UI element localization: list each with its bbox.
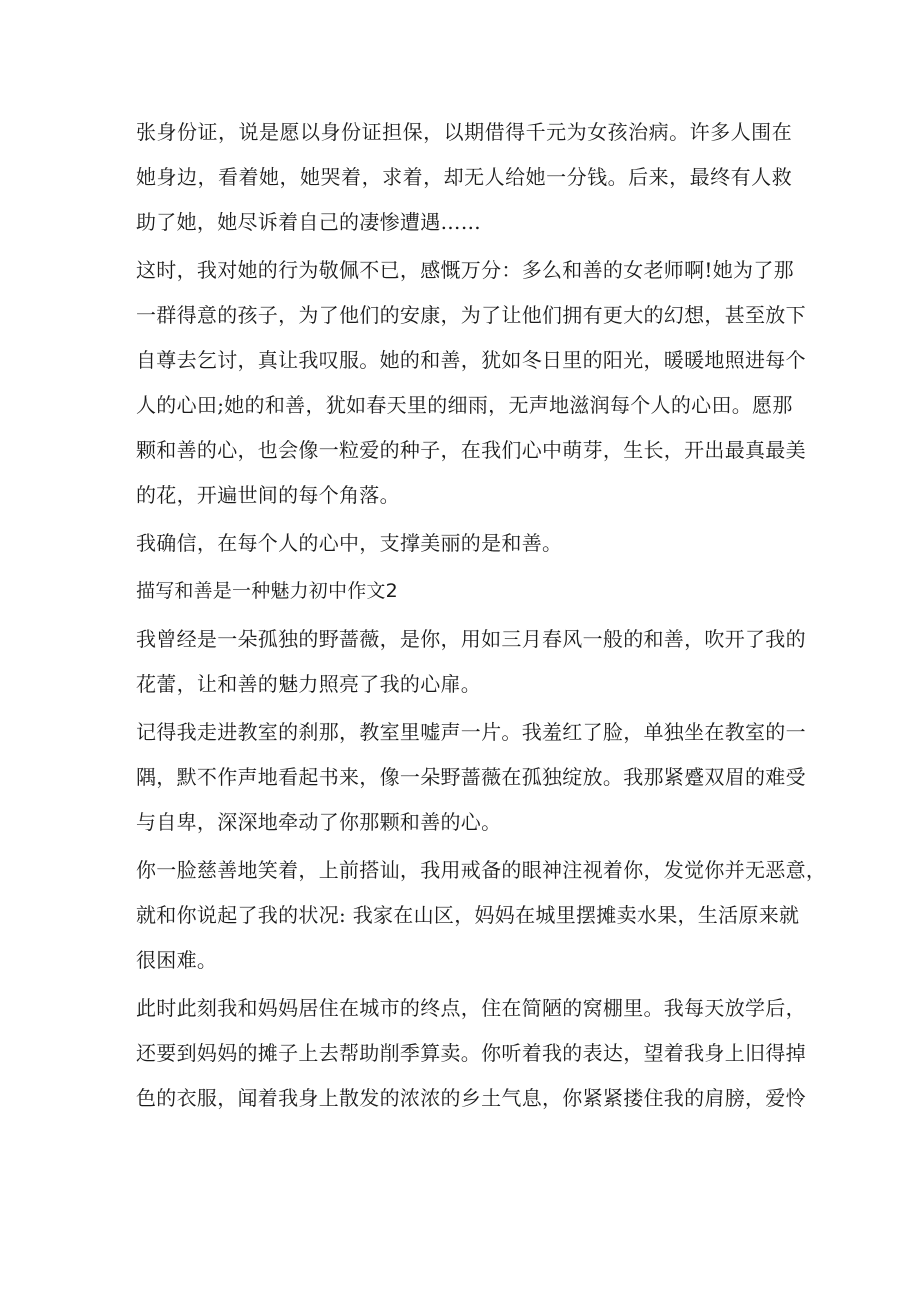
text-line: 你一脸慈善地笑着，上前搭讪，我用戒备的眼神注视着你，发觉你并无恶意， xyxy=(136,858,827,882)
text-line: 记得我走进教室的刹那，教室里嘘声一片。我羞红了脸，单独坐在教室的一 xyxy=(136,720,806,744)
text-line: 此时此刻我和妈妈居住在城市的终点，住在简陋的窝棚里。我每天放学后， xyxy=(136,996,806,1020)
text-line: 的花，开遍世间的每个角落。 xyxy=(136,483,400,507)
text-line: 就和你说起了我的状况: 我家在山区，妈妈在城里摆摊卖水果，生活原来就 xyxy=(136,903,800,927)
text-line: 自尊去乞讨，真让我叹服。她的和善，犹如冬日里的阳光，暖暖地照进每个 xyxy=(136,348,806,372)
text-line: 色的衣服，闻着我身上散发的浓浓的乡土气息，你紧紧搂住我的肩膀，爱怜 xyxy=(136,1086,806,1110)
text-line: 我确信，在每个人的心中，支撑美丽的是和善。 xyxy=(136,531,563,555)
paragraph xyxy=(136,848,827,983)
text-line: 很困难。 xyxy=(136,948,218,972)
text-line: 还要到妈妈的摊子上去帮助削季算卖。你听着我的表达，望着我身上旧得掉 xyxy=(136,1041,806,1065)
text-line: 这时，我对她的行为敬佩不已，感慨万分：多么和善的女老师啊!她为了那 xyxy=(136,258,794,282)
text-line: 张身份证，说是愿以身份证担保，以期借得千元为女孩治病。许多人围在 xyxy=(136,120,792,144)
paragraph xyxy=(136,710,806,845)
text-line: 隅，默不作声地看起书来，像一朵野蔷薇在孤独绽放。我那紧蹙双眉的难受 xyxy=(136,765,806,789)
text-line: 她身边，看着她，她哭着，求着，却无人给她一分钱。后来，最终有人救 xyxy=(136,165,792,189)
text-line: 助了她，她尽诉着自己的凄惨遭遇…… xyxy=(136,210,482,234)
text-line: 人的心田;她的和善，犹如春天里的细雨，无声地滋润每个人的心田。愿那 xyxy=(136,393,793,417)
paragraph xyxy=(136,248,806,518)
paragraph xyxy=(136,617,806,707)
paragraph xyxy=(136,110,792,245)
paragraph xyxy=(136,521,792,566)
document-body xyxy=(136,110,827,1124)
section-heading: 描写和善是一种魅力初中作文2 xyxy=(136,580,398,602)
text-line: 我曾经是一朵孤独的野蔷薇，是你，用如三月春风一般的和善，吹开了我的 xyxy=(136,627,806,651)
text-line: 颗和善的心，也会像一粒爱的种子，在我们心中萌芽，生长，开出最真最美 xyxy=(136,438,806,462)
text-line: 花蕾，让和善的魅力照亮了我的心扉。 xyxy=(136,672,482,696)
text-line: 一群得意的孩子，为了他们的安康，为了让他们拥有更大的幻想，甚至放下 xyxy=(136,303,806,327)
paragraph xyxy=(136,986,806,1121)
text-line: 与自卑，深深地牵动了你那颗和善的心。 xyxy=(136,810,502,834)
